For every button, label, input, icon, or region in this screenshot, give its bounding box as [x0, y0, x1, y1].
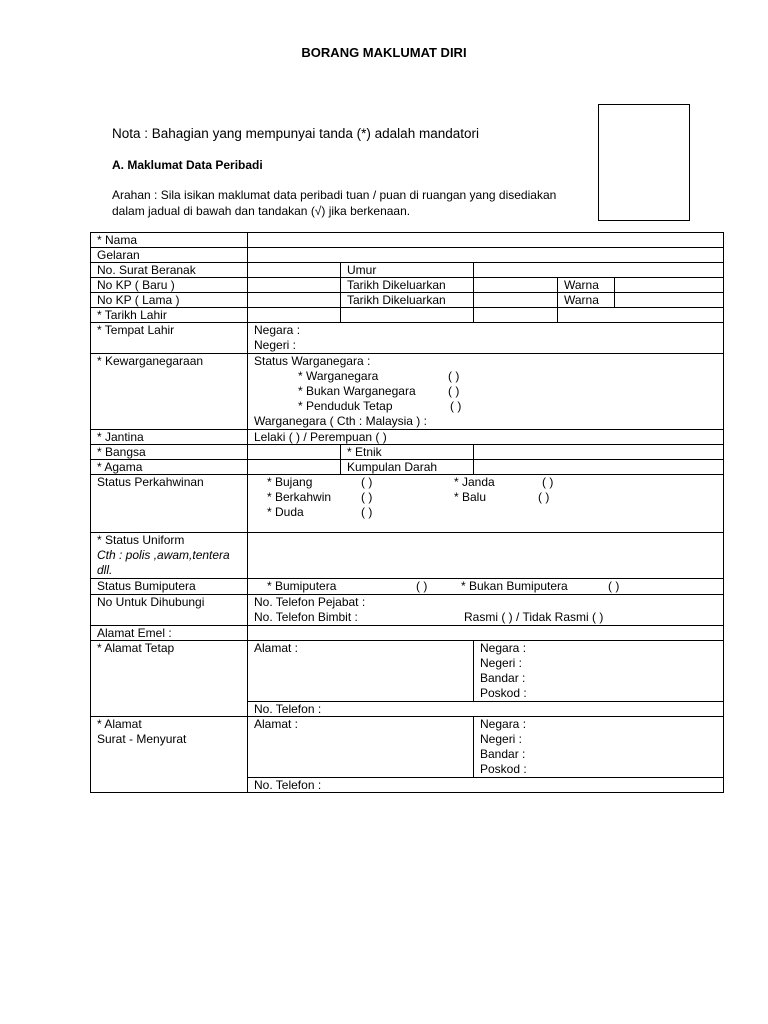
kp-baru-tarikh-field[interactable]	[474, 278, 558, 293]
field-label: * Alamat	[97, 717, 142, 731]
status-uniform-field[interactable]	[248, 533, 724, 579]
field-label: * Tempat Lahir	[91, 323, 248, 354]
option-bukan-bumiputera: * Bukan Bumiputera	[461, 579, 568, 593]
etnik-field[interactable]	[474, 445, 724, 460]
table-row	[91, 475, 724, 533]
negeri-label: Negeri :	[480, 732, 523, 746]
table-row	[91, 308, 724, 323]
field-label: * Status Uniform	[97, 533, 185, 547]
kp-lama-warna-field[interactable]	[615, 293, 724, 308]
no-dihubungi-field[interactable]	[248, 595, 724, 626]
jantina-field[interactable]: Lelaki ( ) / Perempuan ( )	[248, 430, 724, 445]
option-row	[254, 505, 723, 520]
field-label: * Etnik	[341, 445, 474, 460]
tel-bimbit-label: No. Telefon Bimbit :	[254, 610, 358, 624]
table-row	[91, 263, 724, 278]
surat-beranak-field[interactable]	[248, 263, 341, 278]
kp-lama-field[interactable]	[248, 293, 341, 308]
option-label: * Warganegara	[298, 369, 379, 383]
negeri-label: Negeri :	[480, 656, 523, 670]
tel-bimbit-row	[254, 610, 723, 625]
field-label: No KP ( Lama )	[91, 293, 248, 308]
table-row	[91, 278, 724, 293]
kewarganegaraan-field[interactable]	[248, 354, 724, 430]
status-uniform-label-cell	[91, 533, 248, 579]
personal-data-table	[90, 232, 724, 793]
checkbox-berkahwin[interactable]: ( )	[361, 490, 373, 504]
field-label: Surat - Menyurat	[97, 732, 187, 746]
checkbox-bujang[interactable]: ( )	[361, 475, 373, 489]
table-row	[91, 579, 724, 595]
field-label: * Alamat Tetap	[91, 641, 248, 717]
instructions-line-2: dalam jadual di bawah dan tandakan (√) jika berkenaan.	[112, 204, 411, 218]
bandar-label: Bandar :	[480, 671, 526, 685]
page-title: BORANG MAKLUMAT DIRI	[301, 45, 467, 60]
field-label: Status Bumiputera	[91, 579, 248, 595]
table-row	[91, 533, 724, 579]
alamat-tetap-field[interactable]: Alamat :	[248, 641, 474, 702]
kp-baru-field[interactable]	[248, 278, 341, 293]
option-duda: * Duda	[267, 505, 304, 519]
umur-field[interactable]	[474, 263, 724, 278]
option-label: * Penduduk Tetap	[298, 399, 393, 413]
field-label: * Bangsa	[91, 445, 248, 460]
rasmi-option[interactable]: Rasmi ( ) / Tidak Rasmi ( )	[464, 610, 604, 624]
field-label: No KP ( Baru )	[91, 278, 248, 293]
table-row	[91, 445, 724, 460]
field-label: No Untuk Dihubungi	[91, 595, 248, 626]
alamat-surat-telefon-field[interactable]: No. Telefon :	[248, 778, 724, 793]
table-row	[91, 641, 724, 702]
checkbox-penduduk-tetap[interactable]: ( )	[450, 399, 462, 413]
bandar-label: Bandar :	[480, 747, 526, 761]
field-label: Gelaran	[91, 248, 248, 263]
option-label: * Bukan Warganegara	[298, 384, 416, 398]
field-label: * Jantina	[91, 430, 248, 445]
tarikh-lahir-field-3[interactable]	[474, 308, 558, 323]
option-balu: * Balu	[454, 490, 487, 504]
checkbox-warganegara[interactable]: ( )	[448, 369, 460, 383]
kp-lama-tarikh-field[interactable]	[474, 293, 558, 308]
alamat-tetap-details[interactable]	[474, 641, 724, 702]
alamat-tetap-telefon-field[interactable]: No. Telefon :	[248, 702, 724, 717]
checkbox-bukan-warganegara[interactable]: ( )	[448, 384, 460, 398]
warganegara-cth-label: Warganegara ( Cth : Malaysia ) :	[254, 414, 427, 428]
option-bumiputera: * Bumiputera	[267, 579, 337, 593]
option-janda: * Janda	[454, 475, 495, 489]
mandatory-note: Nota : Bahagian yang mempunyai tanda (*) adalah mandatori	[112, 126, 479, 141]
field-label: Tarikh Dikeluarkan	[341, 293, 474, 308]
poskod-label: Poskod :	[480, 762, 527, 776]
table-row	[91, 717, 724, 778]
field-label: Warna	[558, 293, 615, 308]
field-label: Warna	[558, 278, 615, 293]
tempat-lahir-field[interactable]	[248, 323, 724, 354]
status-warganegara-label: Status Warganegara :	[254, 354, 371, 368]
checkbox-bumiputera[interactable]: ( )	[416, 579, 428, 593]
kp-baru-warna-field[interactable]	[615, 278, 724, 293]
table-row	[91, 248, 724, 263]
field-label: * Nama	[91, 233, 248, 248]
negara-label: Negara :	[480, 717, 527, 731]
checkbox-balu[interactable]: ( )	[538, 490, 550, 504]
table-row	[91, 430, 724, 445]
gelaran-field[interactable]	[248, 248, 724, 263]
negara-label: Negara :	[254, 323, 301, 337]
tarikh-lahir-field-2[interactable]	[341, 308, 474, 323]
field-label: Alamat Emel :	[91, 626, 248, 641]
alamat-surat-field[interactable]: Alamat :	[248, 717, 474, 778]
option-row	[254, 579, 723, 594]
checkbox-janda[interactable]: ( )	[542, 475, 554, 489]
field-label: Status Perkahwinan	[91, 475, 248, 533]
checkbox-duda[interactable]: ( )	[361, 505, 373, 519]
instructions	[112, 187, 592, 219]
status-perkahwinan-field[interactable]	[248, 475, 724, 533]
option-penduduk-tetap[interactable]	[254, 399, 723, 414]
photo-box[interactable]	[598, 104, 690, 221]
table-row	[91, 354, 724, 430]
option-row	[254, 475, 723, 490]
agama-field[interactable]	[248, 460, 341, 475]
table-row	[91, 293, 724, 308]
table-row	[91, 323, 724, 354]
table-row	[91, 460, 724, 475]
option-bujang: * Bujang	[267, 475, 313, 489]
nama-field[interactable]	[248, 233, 724, 248]
option-berkahwin: * Berkahwin	[267, 490, 332, 504]
table-row	[91, 626, 724, 641]
alamat-emel-field[interactable]	[248, 626, 724, 641]
alamat-surat-details[interactable]	[474, 717, 724, 778]
kumpulan-darah-field[interactable]	[474, 460, 724, 475]
table-row	[91, 595, 724, 626]
instructions-line-1: Arahan : Sila isikan maklumat data peribadi tuan / puan di ruangan yang disediakan	[112, 188, 557, 202]
alamat-surat-label-cell	[91, 717, 248, 793]
uniform-example: Cth : polis ,awam,tentera	[97, 548, 230, 562]
field-label: * Agama	[91, 460, 248, 475]
checkbox-bukan-bumiputera[interactable]: ( )	[608, 579, 620, 593]
option-bukan-warganegara[interactable]	[254, 384, 723, 399]
negara-label: Negara :	[480, 641, 527, 655]
uniform-example: dll.	[97, 563, 113, 577]
option-row	[254, 490, 723, 505]
poskod-label: Poskod :	[480, 686, 527, 700]
section-heading: A. Maklumat Data Peribadi	[112, 158, 263, 172]
field-label: Umur	[341, 263, 474, 278]
bangsa-field[interactable]	[248, 445, 341, 460]
field-label: * Kewarganegaraan	[91, 354, 248, 430]
field-label: Tarikh Dikeluarkan	[341, 278, 474, 293]
tarikh-lahir-field[interactable]	[248, 308, 341, 323]
negeri-label: Negeri :	[254, 338, 297, 352]
status-bumiputera-field[interactable]	[248, 579, 724, 595]
tel-pejabat-label: No. Telefon Pejabat :	[254, 595, 366, 609]
option-warganegara[interactable]	[254, 369, 723, 384]
field-label: Kumpulan Darah	[341, 460, 474, 475]
field-label: No. Surat Beranak	[91, 263, 248, 278]
tarikh-lahir-field-4[interactable]	[558, 308, 724, 323]
field-label: * Tarikh Lahir	[91, 308, 248, 323]
table-row	[91, 233, 724, 248]
